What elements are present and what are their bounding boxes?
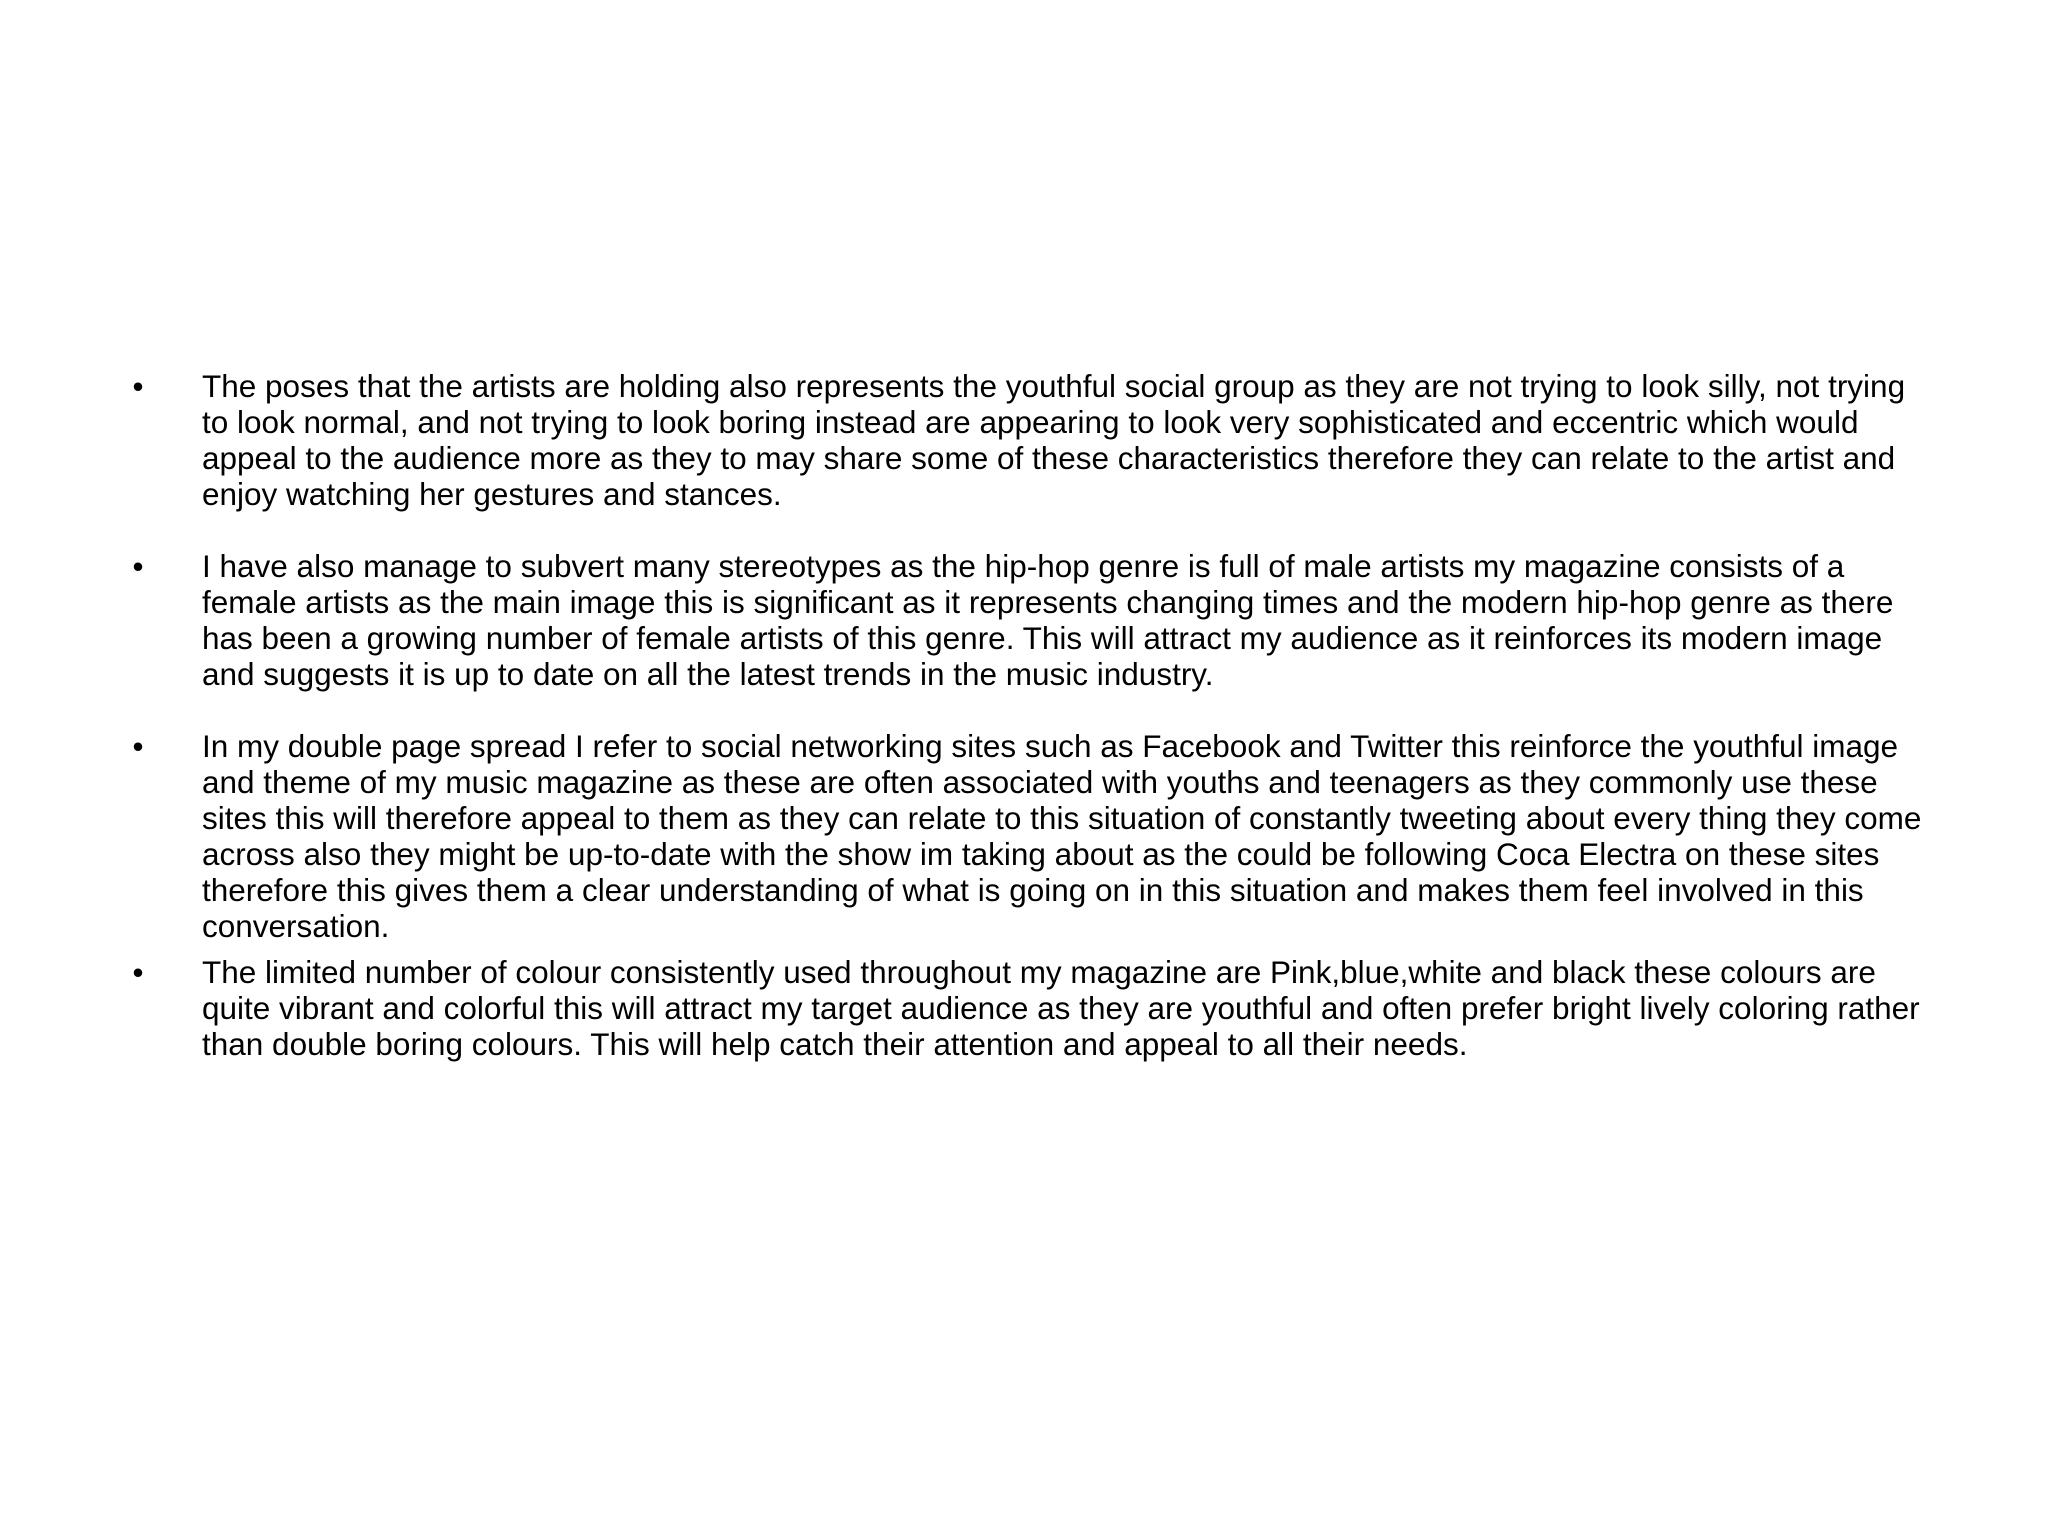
bullet-item-stereotypes bbox=[118, 548, 1938, 692]
bullet-text: I have also manage to subvert many stereotypes as the hip-hop genre is full of male artists my magazine consists of a female artists as the main image this is significant as it represents changing times and the modern hip-hop genre as there has been a growing number of female artists of this genre. This will attract my audience as it reinforces its modern image and suggests it is up to date on all the latest trends in the music industry. bbox=[202, 548, 1894, 692]
bullet-text: In my double page spread I refer to social networking sites such as Facebook and Twitter this reinforce the youthful image and theme of my music magazine as these are often associated with youths and teenagers as they commonly use these sites this will therefore appeal to them as they can relate to this situation of constantly tweeting about every thing they come across also they might be up-to-date with the show im taking about as the could be following Coca Electra on these sites therefore this gives them a clear understanding of what is going on in this situation and makes them feel involved in this conversation. bbox=[202, 728, 1922, 944]
bullet-marker: • bbox=[132, 728, 144, 764]
bullet-item-poses bbox=[118, 368, 1938, 512]
bullet-marker: • bbox=[132, 548, 144, 584]
bullet-text: The poses that the artists are holding also represents the youthful social group as they are not trying to look silly, not trying to look normal, and not trying to look boring instead are appearing to look very sophisticated and eccentric which would appeal to the audience more as they to may share some of these characteristics therefore they can relate to the artist and enjoy watching her gestures and stances. bbox=[202, 368, 1906, 512]
bullet-text: The limited number of colour consistently used throughout my magazine are Pink,blue,white and black these colours are quite vibrant and colorful this will attract my target audience as they are youthful and often prefer bright lively coloring rather than double boring colours. This will help catch their attention and appeal to all their needs. bbox=[202, 954, 1920, 1062]
bullet-marker: • bbox=[132, 368, 144, 404]
bullet-item-colours bbox=[118, 954, 1938, 1062]
bullet-list bbox=[118, 368, 1938, 1062]
bullet-marker: • bbox=[132, 954, 144, 990]
bullet-item-social-networking bbox=[118, 728, 1938, 944]
